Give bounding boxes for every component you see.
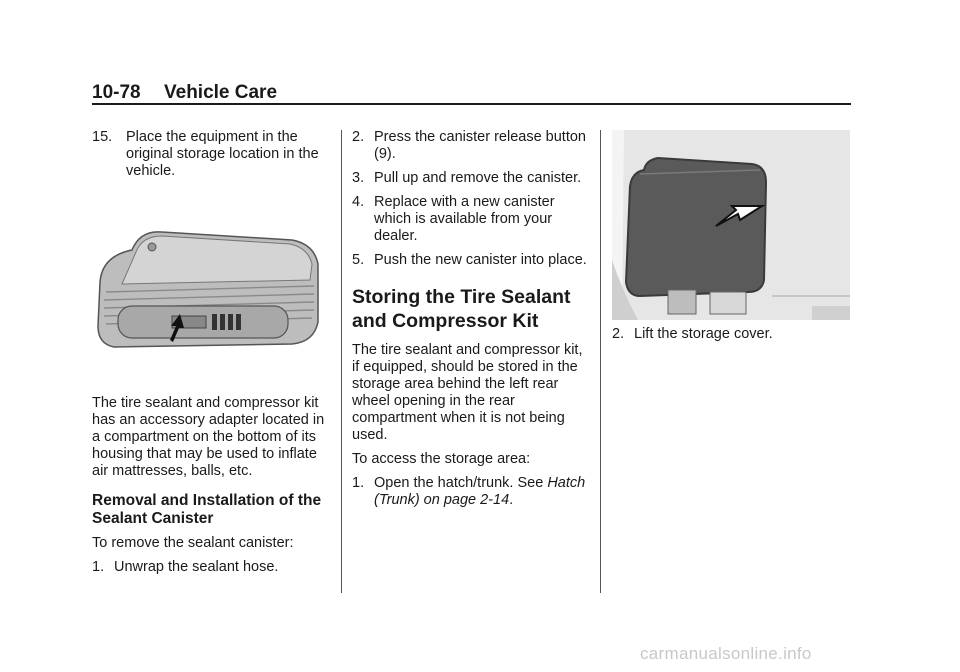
- column-divider-1: [341, 130, 342, 593]
- step-text-end: .: [509, 492, 514, 508]
- access-intro: To access the storage area:: [352, 451, 531, 467]
- step-text: Place the equipment in the original storage location in the vehicle.: [126, 129, 319, 179]
- step-number: 2.: [612, 326, 625, 342]
- step-number: 3.: [352, 170, 365, 186]
- step-number: 1.: [92, 559, 105, 575]
- step-number: 4.: [352, 194, 365, 210]
- column-divider-2: [600, 130, 601, 593]
- step-text: Press the canister release button (9).: [374, 129, 586, 162]
- step-text: Replace with a new canister which is available from your dealer.: [374, 194, 555, 244]
- adapter-paragraph: The tire sealant and compressor kit has an accessory adapter located in a compartment on the bottom of its housing that may be used to inflate air mattresses, balls, etc.: [92, 395, 325, 479]
- step-4: [352, 194, 592, 245]
- step-number: 1.: [352, 475, 365, 491]
- step-5: [352, 252, 592, 269]
- storage-cover-photo: [612, 130, 850, 320]
- watermark: carmanualsonline.info: [640, 644, 812, 663]
- step-2: [352, 129, 592, 163]
- chapter-title: Vehicle Care: [164, 82, 278, 103]
- storing-heading: Storing the Tire Sealant and Compressor Kit: [352, 286, 571, 332]
- page-header: [92, 82, 277, 104]
- step-1: [92, 559, 334, 576]
- step-3: [352, 170, 592, 187]
- step-number: 2.: [352, 129, 365, 145]
- hatch-cross-reference: Hatch (Trunk) on page 2-14: [374, 475, 586, 508]
- step-number: 15.: [92, 129, 113, 145]
- column-1: [92, 129, 332, 187]
- removal-heading: Removal and Installation of the Sealant Canister: [92, 492, 322, 527]
- step-15: [92, 129, 332, 180]
- step-number: 5.: [352, 252, 365, 268]
- column-3: [612, 326, 852, 350]
- storing-paragraph: The tire sealant and compressor kit, if equipped, should be stored in the storage area behind the left rear wheel opening in the rear compartment when it is not being used.: [352, 342, 583, 443]
- step-text: Unwrap the sealant hose.: [114, 559, 279, 575]
- header-rule: [92, 103, 851, 105]
- step-text: Push the new canister into place.: [374, 252, 587, 268]
- step-text: Lift the storage cover.: [634, 326, 773, 342]
- remove-intro: To remove the sealant canister:: [92, 535, 294, 551]
- step-text: Pull up and remove the canister.: [374, 170, 582, 186]
- lift-cover-step: [612, 326, 852, 343]
- step-text: Open the hatch/trunk. See: [374, 475, 548, 491]
- open-hatch-step: [352, 475, 592, 509]
- page-number: 10-78: [92, 82, 141, 103]
- column-2: [352, 129, 592, 516]
- compressor-kit-illustration: [92, 222, 327, 362]
- column-1-lower: [92, 395, 334, 583]
